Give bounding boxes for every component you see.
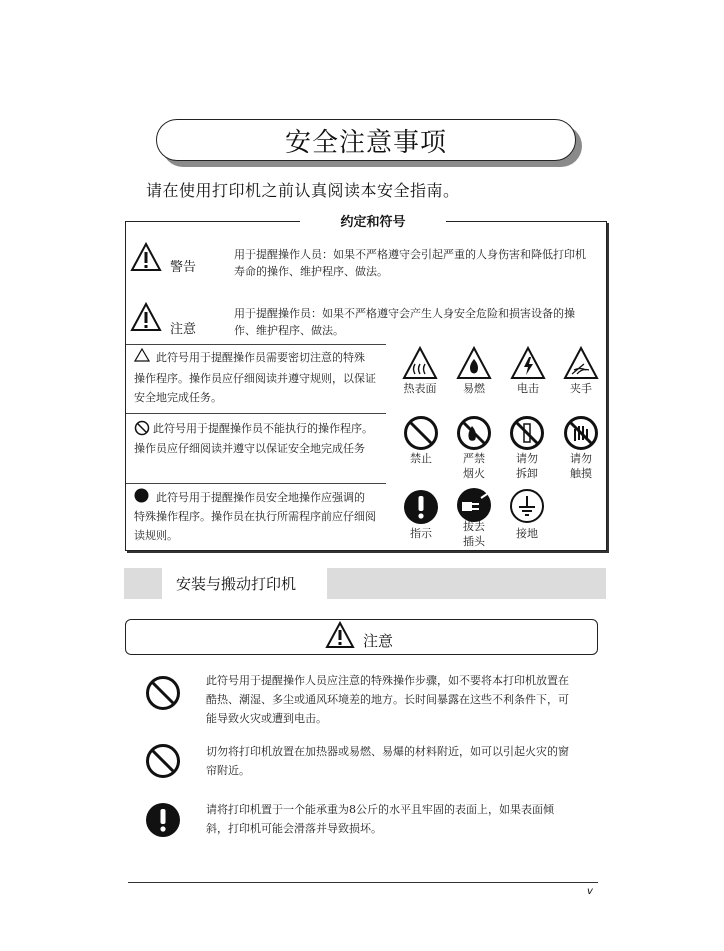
unplug-icon xyxy=(456,487,492,523)
hot-surface-icon xyxy=(402,346,438,380)
caution-box xyxy=(125,619,598,655)
warning-text-2: 寿命的操作、维护程序、做法。 xyxy=(234,265,388,278)
symbol-caption: 热表面 xyxy=(403,382,437,395)
page-number: v xyxy=(587,886,593,897)
caution-icon xyxy=(130,302,162,332)
divider xyxy=(126,483,386,484)
ground-icon xyxy=(510,489,544,523)
conventions-heading: 约定和符号 xyxy=(300,211,446,230)
prohibit-row-line-1: 此符号用于提醒操作员不能执行的操作程序。 xyxy=(153,422,373,435)
symbol-caption: 拔去 xyxy=(463,520,485,533)
mandatory-row-line-3: 读规则。 xyxy=(134,529,178,542)
caution-box-label: 注意 xyxy=(363,632,394,650)
item-text-line: 切勿将打印机放置在加热器或易燃、易爆的材料附近，如可以引起火灾的窗 xyxy=(206,745,569,758)
caution-label: 注意 xyxy=(170,322,197,337)
mandatory-dot-icon xyxy=(134,488,149,503)
item-text-line: 斜，打印机可能会滑落并导致损坏。 xyxy=(206,822,382,835)
symbol-caption: 禁止 xyxy=(410,452,432,465)
triangle-row-line-1: 此符号用于提醒操作员需要密切注意的特殊 xyxy=(156,351,365,364)
symbol-caption: 指示 xyxy=(410,527,432,540)
caution-text-1: 用于提醒操作员：如果不严格遵守会产生人身安全危险和损害设备的操 xyxy=(234,307,575,320)
triangle-outline-icon xyxy=(134,348,150,362)
no-disassembly-icon xyxy=(509,415,545,451)
prohibit-icon xyxy=(145,743,181,779)
no-fire-icon xyxy=(456,415,492,451)
symbol-caption: 插头 xyxy=(463,535,485,548)
prohibit-icon xyxy=(145,675,181,711)
no-touch-icon xyxy=(563,415,599,451)
prohibit-icon xyxy=(134,420,150,436)
symbol-caption: 触摸 xyxy=(570,467,592,480)
symbol-caption: 请勿 xyxy=(570,452,592,465)
symbol-caption: 夹手 xyxy=(570,382,592,395)
item-text-line: 酷热、潮湿、多尘或通风环境差的地方。长时间暴露在这些不利条件下，可 xyxy=(206,693,569,706)
caution-text-2: 作、维护程序、做法。 xyxy=(234,324,344,337)
mandatory-row-line-1: 此符号用于提醒操作员安全地操作应强调的 xyxy=(156,491,365,504)
prohibited-icon xyxy=(403,415,439,451)
warning-text-1: 用于提醒操作人员：如果不严格遵守会引起严重的人身伤害和降低打印机 xyxy=(234,248,586,261)
page-title: 安全注意事项 xyxy=(156,119,576,161)
divider xyxy=(126,413,386,414)
intro-text: 请在使用打印机之前认真阅读本安全指南。 xyxy=(146,181,460,200)
section-title: 安装与搬动打印机 xyxy=(176,575,297,593)
flammable-icon xyxy=(456,346,492,380)
mandatory-icon xyxy=(145,802,181,838)
triangle-row-line-2: 操作程序。操作员应仔细阅读并遵守规则，以保证 xyxy=(134,372,376,385)
symbol-caption: 易燃 xyxy=(463,382,485,395)
caution-header-icon xyxy=(325,621,355,649)
warning-label: 警告 xyxy=(170,260,197,275)
pinch-hazard-icon xyxy=(563,346,599,380)
symbol-caption: 电击 xyxy=(517,382,539,395)
footer-rule xyxy=(128,882,598,883)
item-text-line: 能导致火灾或遭到电击。 xyxy=(206,712,327,725)
prohibit-row-line-2: 操作员应仔细阅读并遵守以保证安全地完成任务 xyxy=(134,442,365,455)
item-text-line: 帘附近。 xyxy=(206,764,250,777)
item-text-line: 此符号用于提醒操作人员应注意的特殊操作步骤，如不要将本打印机放置在 xyxy=(206,674,569,687)
triangle-row-line-3: 安全地完成任务。 xyxy=(134,391,222,404)
item-text-line: 请将打印机置于一个能承重为8公斤的水平且牢固的表面上，如果表面倾 xyxy=(206,803,554,816)
symbol-caption: 拆卸 xyxy=(516,467,538,480)
symbol-caption: 严禁 xyxy=(463,452,485,465)
instruction-icon xyxy=(403,489,439,525)
warning-icon xyxy=(130,242,162,272)
symbol-caption: 接地 xyxy=(516,527,538,540)
electric-shock-icon xyxy=(510,346,546,380)
symbol-caption: 烟火 xyxy=(463,467,485,480)
mandatory-row-line-2: 特殊操作程序。操作员在执行所需程序前应仔细阅 xyxy=(134,510,376,523)
divider xyxy=(126,344,386,345)
symbol-caption: 请勿 xyxy=(516,452,538,465)
